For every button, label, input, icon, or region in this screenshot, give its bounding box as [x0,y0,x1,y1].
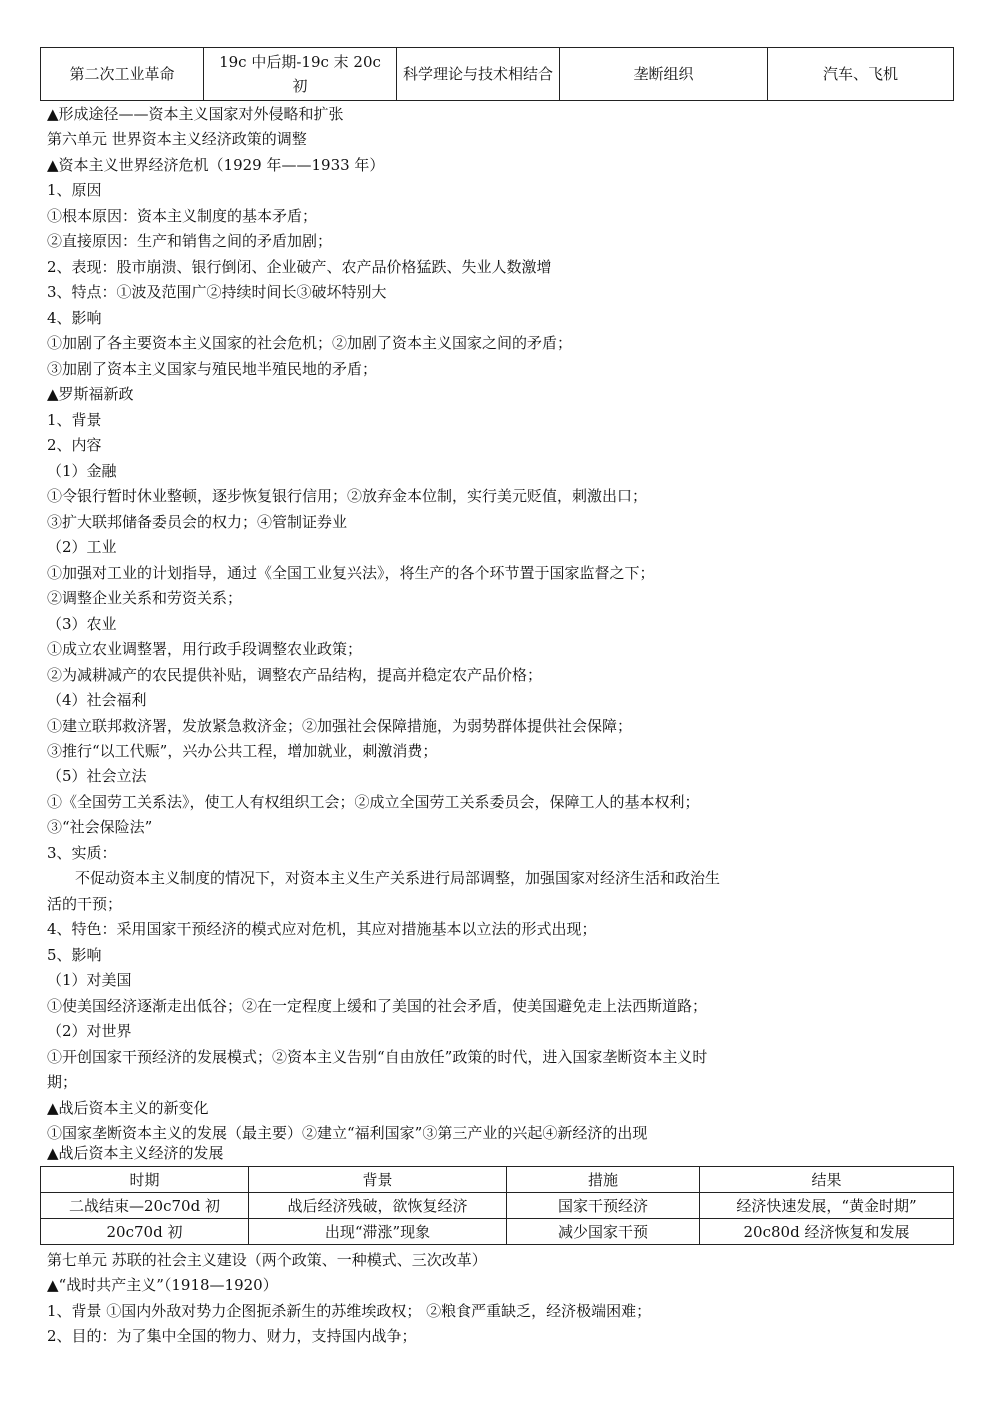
text-line: ③加剧了资本主义国家与殖民地半殖民地的矛盾； [47,360,378,378]
text-line: ①开创国家干预经济的发展模式；②资本主义告别“自由放任”政策的时代，进入国家垄断资本主义时 [47,1048,708,1066]
text-line: ①国家垄断资本主义的发展（最主要）②建立“福利国家”③第三产业的兴起④新经济的出现 [47,1124,648,1142]
table-row [41,1193,954,1219]
table-cell: 第二次工业革命 [41,48,204,101]
postwar-economy-table [40,1166,954,1245]
text-line: 1、背景 ①国内外敌对势力企图扼杀新生的苏维埃政权； ②粮食严重缺乏，经济极端困难； [47,1302,652,1320]
unit-heading: 第六单元 世界资本主义经济政策的调整 [47,130,307,148]
text-line: ②调整企业关系和劳资关系； [47,589,243,607]
table-header-cell: 措施 [507,1167,700,1193]
text-line: ▲形成途径——资本主义国家对外侵略和扩张 [47,105,344,123]
text-line: 4、影响 [47,309,102,327]
text-line: ①根本原因：资本主义制度的基本矛盾； [47,207,318,225]
text-line: （5）社会立法 [47,767,147,785]
text-line: （4）社会福利 [47,691,147,709]
text-line: （1）对美国 [47,971,132,989]
table-cell: 出现“滞涨”现象 [249,1219,507,1245]
table-cell: 减少国家干预 [507,1219,700,1245]
text-line: 1、背景 [47,411,102,429]
text-line: 1、原因 [47,181,102,199]
text-line: ③推行“以工代赈”，兴办公共工程，增加就业，刺激消费； [47,742,438,760]
text-line: ①成立农业调整署，用行政手段调整农业政策； [47,640,363,658]
text-line: ②直接原因：生产和销售之间的矛盾加剧； [47,232,333,250]
table-header-row [41,1167,954,1193]
table-cell: 垄断组织 [560,48,768,101]
table-cell: 二战结束—20c70d 初 [41,1193,249,1219]
table-header-cell: 时期 [41,1167,249,1193]
section-heading: ▲战后资本主义经济的发展 [47,1144,224,1162]
text-line: （1）金融 [47,462,117,480]
text-line: 不促动资本主义制度的情况下，对资本主义生产关系进行局部调整，加强国家对经济生活和政治生 [75,869,721,887]
section-heading: ▲资本主义世界经济危机（1929 年——1933 年） [47,156,385,174]
text-line: ①加剧了各主要资本主义国家的社会危机；②加剧了资本主义国家之间的矛盾； [47,334,573,352]
table-cell: 国家干预经济 [507,1193,700,1219]
table-cell: 20c80d 经济恢复和发展 [700,1219,954,1245]
text-line: ①令银行暂时休业整顿，逐步恢复银行信用；②放弃金本位制，实行美元贬值，刺激出口； [47,487,648,505]
section-heading: ▲战后资本主义的新变化 [47,1099,209,1117]
table-cell: 20c70d 初 [41,1219,249,1245]
table-cell: 战后经济残破，欲恢复经济 [249,1193,507,1219]
text-line: ②为减耕减产的农民提供补贴，调整农产品结构，提高并稳定农产品价格； [47,666,543,684]
text-line: 活的干预； [47,895,123,913]
table-cell: 科学理论与技术相结合 [397,48,560,101]
text-line: （2）工业 [47,538,117,556]
table-row [41,48,954,101]
text-line: ①加强对工业的计划指导，通过《全国工业复兴法》，将生产的各个环节置于国家监督之下； [47,564,655,582]
table-row [41,1219,954,1245]
table-cell: 经济快速发展，“黄金时期” [700,1193,954,1219]
industrial-revolution-table [40,47,954,101]
unit-heading: 第七单元 苏联的社会主义建设（两个政策、一种模式、三次改革） [47,1251,487,1269]
table-header-cell: 背景 [249,1167,507,1193]
text-line: ①《全国劳工关系法》，使工人有权组织工会；②成立全国劳工关系委员会，保障工人的基本权利； [47,793,700,811]
text-line: 2、内容 [47,436,102,454]
text-line: ③扩大联邦储备委员会的权力；④管制证券业 [47,513,348,531]
text-line: 2、表现：股市崩溃、银行倒闭、企业破产、农产品价格猛跌、失业人数激增 [47,258,552,276]
section-heading: ▲“战时共产主义”（1918—1920） [47,1276,278,1294]
text-line: （2）对世界 [47,1022,132,1040]
text-line: ①使美国经济逐渐走出低谷；②在一定程度上缓和了美国的社会矛盾，使美国避免走上法西斯道路； [47,997,708,1015]
text-line: 3、实质： [47,844,117,862]
text-line: 2、目的：为了集中全国的物力、财力，支持国内战争； [47,1327,417,1345]
text-line: （3）农业 [47,615,117,633]
text-line: ①建立联邦救济署，发放紧急救济金；②加强社会保障措施，为弱势群体提供社会保障； [47,717,633,735]
table-cell: 19c 中后期-19c 末 20c 初 [204,48,397,101]
text-line: 4、特色：采用国家干预经济的模式应对危机，其应对措施基本以立法的形式出现； [47,920,597,938]
text-line: 期； [47,1073,78,1091]
text-line: 5、影响 [47,946,102,964]
text-line: 3、特点：①波及范围广②持续时间长③破坏特别大 [47,283,387,301]
table-header-cell: 结果 [700,1167,954,1193]
table-cell: 汽车、飞机 [768,48,954,101]
text-line: ③“社会保险法” [47,818,153,836]
section-heading: ▲罗斯福新政 [47,385,134,403]
